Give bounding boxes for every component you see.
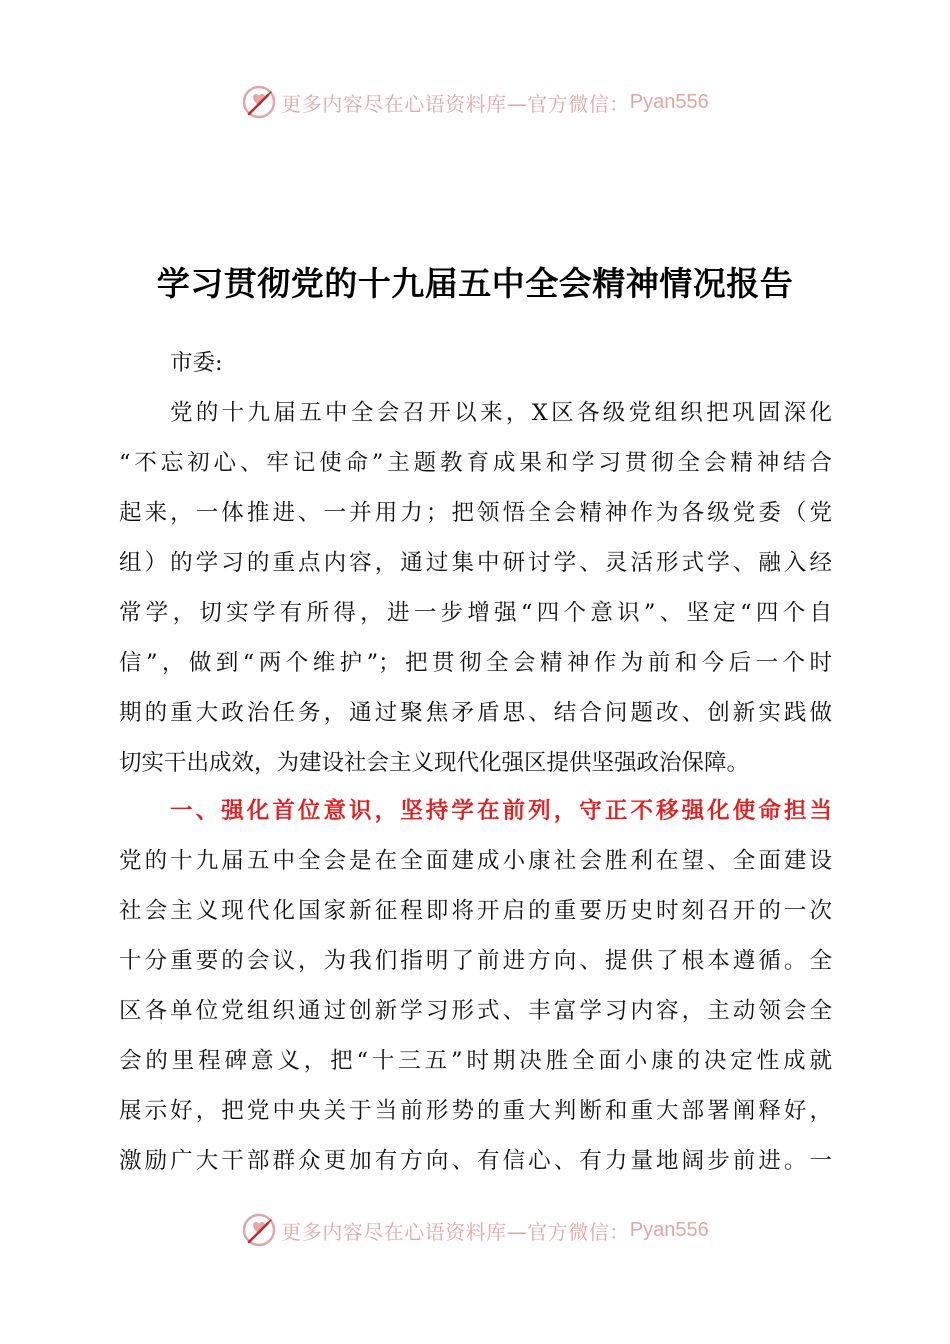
section-heading-1: 一、强化首位意识，坚持学在前列，守正不移强化使命担当 <box>170 798 832 824</box>
paragraph-line: 组）的学习的重点内容，通过集中研讨学、灵活形式学、融入经 <box>119 550 832 576</box>
paragraph-line: 期的重大政治任务，通过聚焦矛盾思、结合问题改、创新实践做 <box>119 700 832 726</box>
paragraph-line: 十分重要的会议，为我们指明了前进方向、提供了根本遵循。全 <box>119 948 832 974</box>
paragraph-line: 区各单位党组织通过创新学习形式、丰富学习内容，主动领会全 <box>119 998 832 1024</box>
paragraph-line: 信”，做到“两个维护”；把贯彻全会精神作为前和今后一个时 <box>119 650 832 676</box>
paragraph-line: 社会主义现代化国家新征程即将开启的重要历史时刻召开的一次 <box>119 898 832 924</box>
paragraph-line: 展示好，把党中央关于当前形势的重大判断和重大部署阐释好， <box>119 1098 832 1124</box>
watermark-id: Pyan556 <box>629 90 709 113</box>
watermark-id: Pyan556 <box>629 1218 709 1241</box>
paragraph-line: 党的十九届五中全会是在全面建成小康社会胜利在望、全面建设 <box>119 848 832 874</box>
pen-heart-logo-icon <box>241 1212 277 1248</box>
paragraph-line: “不忘初心、牢记使命”主题教育成果和学习贯彻全会精神结合 <box>119 450 832 476</box>
paragraph-line: 起来，一体推进、一并用力；把领悟全会精神作为各级党委（党 <box>119 500 832 526</box>
watermark-text: 更多内容尽在心语资料库—官方微信： <box>281 91 630 116</box>
salutation: 市委: <box>170 350 223 376</box>
paragraph-line: 常学，切实学有所得，进一步增强“四个意识”、坚定“四个自 <box>119 600 832 626</box>
document-title: 学习贯彻党的十九届五中全会精神情况报告 <box>156 264 794 303</box>
watermark-banner-top <box>0 82 950 122</box>
paragraph-line: 会的里程碑意义，把“十三五”时期决胜全面小康的决定性成就 <box>119 1048 832 1074</box>
paragraph-line: 切实干出成效，为建设社会主义现代化强区提供坚强政治保障。 <box>119 750 750 776</box>
pen-heart-logo-icon <box>241 84 277 120</box>
paragraph-line: 激励广大干部群众更加有方向、有信心、有力量地阔步前进。一 <box>119 1148 832 1174</box>
paragraph-line: 党的十九届五中全会召开以来，X区各级党组织把巩固深化 <box>170 400 832 426</box>
watermark-text: 更多内容尽在心语资料库—官方微信： <box>281 1219 630 1244</box>
watermark-banner-bottom <box>0 1210 950 1250</box>
